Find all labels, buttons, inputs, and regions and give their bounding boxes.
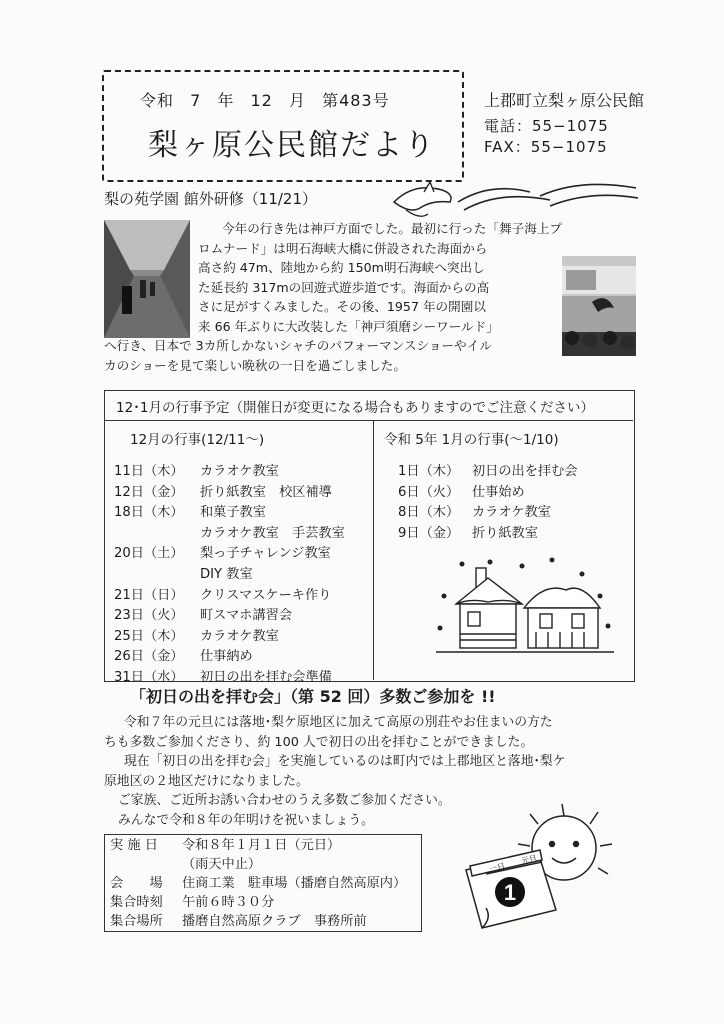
event-text: カラオケ教室 手芸教室 xyxy=(200,525,345,541)
december-event xyxy=(114,586,345,607)
sunrise-heading: 「初日の出を拝む会」（第 52 回）多数ご参加を !! xyxy=(130,687,496,706)
month: 12 xyxy=(250,91,273,110)
detail-value: 住商工業 駐車場（播磨自然高原内） xyxy=(182,876,407,891)
december-event xyxy=(114,606,345,627)
december-event xyxy=(114,462,345,483)
event-text: 折り紙教室 xyxy=(472,525,538,541)
phone-number: 55−1075 xyxy=(532,117,609,135)
fax-label: FAX： xyxy=(484,138,531,156)
december-event xyxy=(114,524,345,545)
event-date: 21日（日） xyxy=(114,587,184,603)
event-text: 仕事始め xyxy=(472,484,525,500)
org-name: 上郡町立梨ヶ原公民館 xyxy=(484,91,645,110)
year: 7 xyxy=(190,91,202,110)
trip-line: 高さ約 47m、陸地から約 150m明石海峡へ突出し xyxy=(198,260,485,275)
seaworld-photo xyxy=(562,256,636,356)
event-date: 18日（木） xyxy=(114,505,184,521)
december-event xyxy=(114,627,345,648)
sunrise-paragraph: 現在「初日の出を拝む会」を実施しているのは町内では上郡地区と落地･梨ケ xyxy=(124,754,566,769)
event-date: 20日（土） xyxy=(114,546,184,562)
detail-row xyxy=(110,836,406,855)
issue-number: 第483号 xyxy=(322,91,390,110)
issue-line xyxy=(140,88,400,111)
trip-line: 今年の行き先は神戸方面でした。最初に行った「舞子海上プ xyxy=(222,221,563,236)
sun-calendar-illustration xyxy=(452,800,624,932)
january-event xyxy=(398,462,578,483)
event-text: 初日の出を拝む会 xyxy=(472,464,578,479)
event-date: 11日（木） xyxy=(114,464,184,479)
sunrise-paragraph: 原地区の２地区だけになりました。 xyxy=(104,773,309,789)
december-heading: 12月の行事(12/11〜) xyxy=(130,432,265,448)
event-date: 25日（木） xyxy=(114,628,184,644)
trip-title: 梨の苑学園 館外研修（11/21） xyxy=(104,190,317,208)
month-unit: 月 xyxy=(288,91,306,110)
right-house-icon xyxy=(524,588,600,648)
event-text: カラオケ教室 xyxy=(200,464,279,479)
event-date: 6日（火） xyxy=(398,484,460,500)
event-text: 仕事納め xyxy=(200,649,253,665)
sunrise-paragraph: 令和７年の元旦には落地･梨ケ原地区に加えて高原の別荘やお住まいの方た xyxy=(124,715,553,730)
sunrise-paragraph: ちも多数ご参加くださり、約 100 人で初日の出を拝むことができました。 xyxy=(104,734,534,750)
december-event xyxy=(114,647,345,668)
promenade-photo xyxy=(104,220,190,338)
trip-line: 来 66 年ぶりに大改装した「神戸須磨シーワールド」 xyxy=(198,318,499,334)
event-text: DIY 教室 xyxy=(200,566,253,582)
fax-number: 55−1075 xyxy=(530,138,608,156)
dolphin-icon xyxy=(394,188,451,210)
january-event xyxy=(398,483,578,504)
event-date: 31日（水） xyxy=(114,669,184,685)
event-date: 1日（木） xyxy=(398,464,460,479)
contact-block xyxy=(484,116,609,158)
calendar-number: 1 xyxy=(503,880,517,905)
calendar-top-left: 一日 xyxy=(488,861,507,874)
calendar-top-right: 元旦 xyxy=(520,853,539,866)
snowy-houses-illustration xyxy=(432,556,618,664)
trip-line: さに足がすくみました。その後、1957 年の開園以 xyxy=(198,299,486,314)
event-text: 和菓子教室 xyxy=(200,505,266,521)
event-text: 梨っ子チャレンジ教室 xyxy=(200,546,331,562)
sunrise-paragraph: みんなで令和８年の年明けを祝いましょう。 xyxy=(118,812,374,828)
january-event xyxy=(398,503,578,524)
december-events xyxy=(114,462,345,689)
sunrise-paragraph: ご家族、ご近所お誘い合わせのうえ多数ご参加ください。 xyxy=(118,793,451,808)
december-event xyxy=(114,483,345,504)
detail-row xyxy=(110,874,406,893)
december-event xyxy=(114,544,345,565)
detail-value: 令和８年１月１日（元日） xyxy=(182,838,341,853)
trip-line: へ行き、日本で 3カ所しかないシャチのパフォーマンスショーやイル xyxy=(104,338,492,353)
event-date: 8日（木） xyxy=(398,505,460,521)
event-text: 町スマホ講習会 xyxy=(200,608,293,624)
schedule-column-divider xyxy=(373,421,374,680)
january-event xyxy=(398,524,578,545)
era: 令和 xyxy=(140,91,175,110)
schedule-title: 12･1月の行事予定（開催日が変更になる場合もありますのでご注意ください） xyxy=(116,400,595,416)
event-date: 23日（火） xyxy=(114,608,184,624)
event-text: カラオケ教室 xyxy=(472,505,551,521)
january-heading: 令和 5年 1月の行事(〜1/10) xyxy=(384,432,559,448)
event-text: クリスマスケーキ作り xyxy=(200,587,332,603)
detail-value: 午前６時３０分 xyxy=(182,895,275,910)
detail-value: 播磨自然高原クラブ 事務所前 xyxy=(182,914,367,929)
event-text: 折り紙教室 校区補導 xyxy=(200,484,332,500)
event-details xyxy=(110,836,406,931)
january-events xyxy=(398,462,578,544)
detail-label: 実 施 日 xyxy=(110,838,158,853)
newsletter-title: 梨ヶ原公民館だより xyxy=(148,128,436,163)
left-house-icon xyxy=(456,568,522,648)
year-unit: 年 xyxy=(217,91,235,110)
detail-row xyxy=(110,912,406,931)
detail-label: 会 場 xyxy=(110,876,163,891)
detail-label: 集合場所 xyxy=(110,914,163,929)
trip-line: ロムナード」は明石海峡大橋に併設された海面から xyxy=(198,240,488,256)
trip-line: カのショーを見て楽しい晩秋の一日を過ごしました。 xyxy=(104,357,406,373)
december-event xyxy=(114,503,345,524)
detail-row xyxy=(110,893,406,912)
event-date: 9日（金） xyxy=(398,525,460,541)
phone-label: 電話： xyxy=(484,117,533,135)
december-event xyxy=(114,565,345,586)
detail-value: （雨天中止） xyxy=(182,857,262,872)
event-text: カラオケ教室 xyxy=(200,628,279,644)
trip-line: た延長約 317mの回遊式遊歩道です。海面からの高 xyxy=(198,279,490,295)
event-date: 12日（金） xyxy=(114,484,184,500)
event-date: 26日（金） xyxy=(114,649,184,665)
detail-row xyxy=(110,855,406,874)
detail-label: 集合時刻 xyxy=(110,895,163,910)
event-text: 初日の出を拝む会準備 xyxy=(200,669,332,685)
